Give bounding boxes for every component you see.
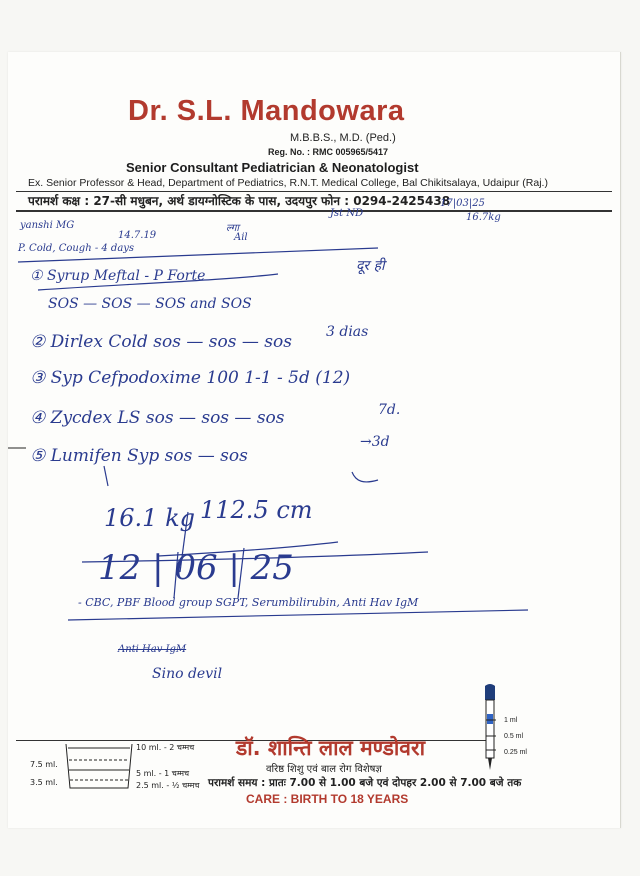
rx-note: 3 dias [326, 324, 369, 340]
weight-top: 16.7kg [466, 212, 501, 223]
registration-number: Reg. No. : RMC 005965/5417 [268, 147, 389, 157]
rx-line: SOS — SOS — SOS and SOS [48, 296, 252, 312]
ex-position: Ex. Senior Professor & Head, Department of Pediatrics, R.N.T. Medical College, Bal Chikitsalaya, Udaipur (Raj.) [28, 177, 548, 189]
rx-line: ② Dirlex Cold sos — sos — sos [30, 332, 292, 352]
handwritten-mark: ल्गा [226, 223, 239, 234]
cup-mark-label: 7.5 ml. [30, 760, 58, 769]
dropper-mark-label: 0.5 ml [504, 733, 524, 740]
dropper-icon [478, 684, 502, 772]
clinic-address: परामर्श कक्ष : 27-सी मधुबन, अर्थ डायग्नोस्टिक के पास, उदयपुर फोन : 0294-2425438 [28, 194, 451, 208]
complaint: P. Cold, Cough - 4 days [18, 243, 135, 254]
cup-mark-label: 10 ml. - 2 चम्मच [136, 743, 195, 752]
rx-line: ③ Syp Cefpodoxime 100 1-1 - 5d (12) [30, 368, 351, 388]
doctor-title: Senior Consultant Pediatrician & Neonatologist [126, 160, 419, 175]
visit-date-main: 12 | 06 | 25 [98, 548, 294, 588]
lab-tests: - CBC, PBF Blood group SGPT, Serumbilirubin, Anti Hav IgM [78, 596, 419, 609]
doctor-name: Dr. S.L. Mandowara [128, 95, 405, 127]
measured-height: 112.5 cm [200, 496, 313, 524]
dropper-mark-label: 1 ml [504, 717, 518, 724]
handwritten-mark: Jst ND [330, 208, 364, 219]
handwritten-tail: Sino devil [152, 666, 223, 682]
rx-line: ⑤ Lumifen Syp sos — sos [30, 446, 248, 466]
measured-weight: 16.1 kg [104, 504, 195, 532]
cup-mark-label: 3.5 ml. [30, 778, 58, 787]
rx-note: 7d. [378, 402, 401, 418]
cup-mark-label: 2.5 ml. - ½ चम्मच [136, 781, 200, 790]
address-divider [16, 210, 612, 212]
handwritten-mark: Ail [234, 232, 248, 243]
care-tagline: CARE : BIRTH TO 18 YEARS [246, 792, 409, 806]
measuring-cup-icon [64, 742, 134, 792]
dropper-mark-label: 0.25 ml [504, 749, 527, 756]
rx-note: →3d [360, 434, 390, 450]
doctor-degrees: M.B.B.S., M.D. (Ped.) [290, 132, 396, 144]
cup-mark-label: 5 ml. - 1 चम्मच [136, 769, 190, 778]
prescription-sheet [8, 52, 621, 828]
rx-line: ④ Zycdex LS sos — sos — sos [30, 408, 285, 428]
rx-line: ① Syrup Meftal - P Forte [30, 268, 206, 284]
consult-timing: परामर्श समय : प्रातः 7.00 से 1.00 बजे एवं दोपहर 2.00 से 7.00 बजे तक [208, 777, 522, 789]
patient-name: yanshi MG [20, 220, 75, 231]
doctor-name-hindi: डॉ. शान्ति लाल मण्डोवरा [236, 736, 426, 760]
struck-text: Anti Hav IgM [118, 644, 187, 655]
patient-dob: 14.7.19 [118, 230, 157, 241]
rx-note: दूर ही [356, 258, 385, 274]
visit-date-top: 17|03|25 [440, 198, 485, 209]
doctor-title-hindi: वरिष्ठ शिशु एवं बाल रोग विशेषज्ञ [266, 764, 382, 775]
